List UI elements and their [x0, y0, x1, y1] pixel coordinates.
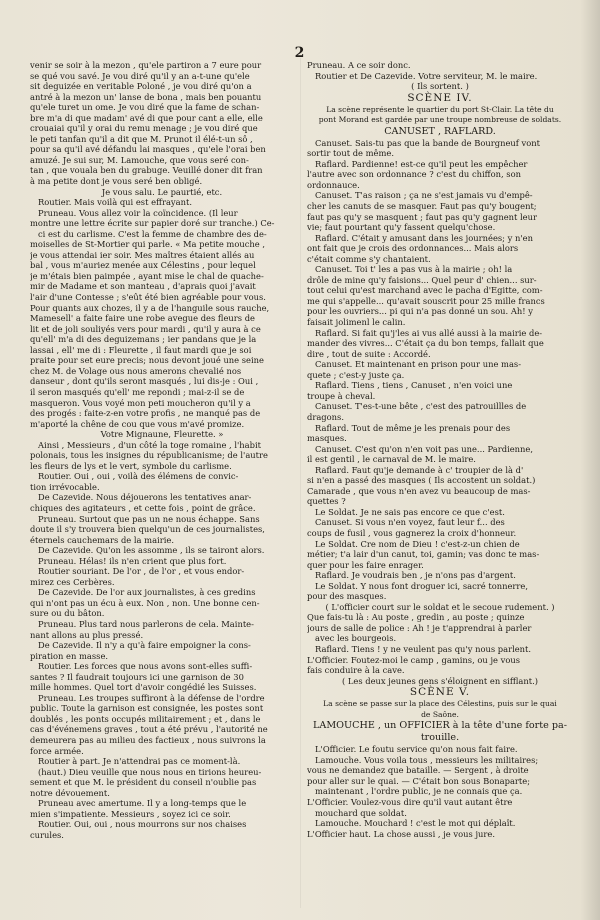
left-column-line: Routier. Oui, oui , nous mourrons sur nos chaises: [38, 819, 247, 830]
right-column-line: mander des vivres... C'était ça du bon temps, fallait que: [307, 338, 544, 349]
right-column-line: coups de fusil , vous gagnerez la croix d'honneur.: [307, 527, 517, 538]
left-column-line: tan , que vouala ben du grabuge. Veuillé doner dit fran: [30, 165, 263, 176]
right-column-line: dire , tout de suite : Accordé.: [307, 348, 431, 359]
left-column-line: santes ? Il faudrait toujours ici une garnison de 30: [30, 671, 244, 682]
left-column-line: De Cazevide. De l'or aux journalistes, à ces gredins: [38, 587, 256, 598]
right-column-line: Raflard. Faut qu'je demande à c' troupier de là d': [315, 464, 524, 475]
right-column: [307, 60, 573, 915]
right-column-line: faisait jolimenl le calin.: [307, 317, 406, 328]
right-column-line: si n'en a passé des masques ( Ils accostent un soldat.): [307, 475, 536, 486]
right-column-line: pour des masques.: [307, 591, 387, 602]
right-column-line: ( L'officier court sur le soldat et le secoue rudement. ): [325, 601, 555, 612]
right-column-line: Canuset. T'as raison ; ça ne s'est jamais vu d'empê-: [315, 190, 533, 201]
right-column-line: cher les canuts de se masquer. Faut pas qu'y bougent;: [307, 201, 537, 212]
left-column-line: lassai , ell' me di : Fleurette , il faut mardi que je soi: [30, 344, 252, 355]
left-column-line: Routier. Oui , oui , voilà des élémens de convic-: [38, 471, 239, 482]
left-column-line: qui n'ont pas un écu à eux. Non , non. Une bonne cen-: [30, 597, 260, 608]
right-column-line: vous ne demandez que bataille. — Sergent , à droite: [307, 765, 529, 776]
right-column-line: Pruneau. A ce soir donc.: [307, 60, 411, 70]
left-column-line: Pruneau. Hélas! ils n'en crient que plus fort.: [38, 555, 227, 566]
left-column-line: curules.: [30, 829, 64, 840]
right-column-line: La scène représente le quartier du port St-Clair. La tête du: [326, 104, 554, 114]
right-column-line: Raflard. Si fait qu'j'les ai vus allé aussi à la mairie de-: [315, 327, 543, 338]
left-column-line: De Cazevide. Nous déjouerons les tentatives anar-: [38, 492, 252, 503]
right-column-line: quer pour les faire enrager.: [307, 559, 424, 570]
left-column-line: masqueron. Vous voyé mon peti moucheron qu'il y a: [30, 397, 251, 408]
right-column-line: SCÈNE IV.: [407, 91, 473, 104]
left-column-line: les fleurs de lys et le vert, symbole du carlisme.: [30, 460, 232, 471]
right-column-line: troupe à cheval.: [307, 390, 376, 401]
right-column-line: faut pas qu'y se masquent ; faut pas qu'y gagnent leur: [307, 211, 537, 222]
right-column-line: Le Soldat. Cre nom de Dieu ! c'est-z-un chien de: [315, 538, 520, 549]
left-column-line: sure ou du bâton.: [30, 608, 105, 619]
right-column-line: maintenant , l'ordre public, je ne connais que ça.: [315, 786, 523, 797]
left-column-line: je vous attendai ier soir. Mes maîtres étaient allés au: [30, 249, 255, 260]
left-column-line: tion irrévocable.: [30, 481, 100, 492]
left-column-line: Routier souriant. De l'or , de l'or , et vous endor-: [38, 566, 245, 577]
left-column-line: mir de Madame et son manteau , d'aprais quoi j'avait: [30, 281, 256, 292]
left-column-line: à ma petite dont je vous seré ben obligé.: [30, 176, 203, 187]
left-column-line: éternels cauchemars de la mairie.: [30, 534, 174, 545]
left-column-line: pour sa qu'il avé défandu lai masques , qu'ele l'orai ben: [30, 144, 266, 155]
left-column-line: le peti tanfan qu'il a dit que M. Prunot il élé-t-un sô ,: [30, 133, 253, 144]
left-column-line: cas d'événemens graves , tout a été prévu , l'autorité ne: [30, 724, 268, 735]
left-column-line: mien s'impatiente. Messieurs , soyez ici ce soir.: [30, 808, 231, 819]
left-column-line: antré à la mezon un' lanse de bona , mais ben pouantu: [30, 91, 262, 102]
right-column-line: Raflard. C'était y amusant dans les journées; y n'en: [315, 232, 533, 243]
right-column-line: pour aller sur le quai. — C'était bon sous Bonaparte;: [307, 775, 531, 786]
page-edge-shadow: [580, 0, 600, 920]
left-column-line: Je vous salu. Le paurtié, etc.: [101, 186, 223, 197]
right-column-line: Canuset. Sais-tu pas que la bande de Bourgneuf vont: [315, 137, 540, 148]
right-column-line: Canuset. C'est qu'on n'en voit pas une... Pardienne,: [315, 443, 534, 454]
right-column-line: c'était comme s'y chantaient.: [307, 253, 431, 264]
left-column-line: amuzé. Je sui sur, M. Lamouche, que vous seré con-: [30, 154, 249, 165]
right-column-line: L'Officier. Foutez-moi le camp , gamins, ou je vous: [307, 654, 521, 665]
left-column-line: sit deguizée en veritable Poloné , je vou diré qu'on a: [30, 81, 252, 92]
right-column-line: me qui s'appelle... qu'avait souscrit pour 25 mille francs: [307, 295, 545, 306]
right-column-line: ont fait que je crois des ordonnances... Mais alors: [307, 243, 519, 254]
left-column-line: Pruneau. Les troupes suffiront à la défense de l'ordre: [38, 692, 265, 703]
right-column-line: Canuset. Et maintenant en prison pour une mas-: [315, 359, 522, 370]
right-column-line: Canuset. Si vous n'en voyez, faut leur f... des: [315, 517, 505, 528]
right-column-line: LAMOUCHE , un OFFICIER à la tête d'une forte pa-: [313, 720, 567, 732]
right-column-line: ( Les deux jeunes gens s'éloignent en sifflant.): [341, 675, 539, 686]
left-column-line: montre une lettre écrite sur papier doré sur tranche.) Ce-: [30, 218, 275, 229]
right-column-line: Canuset. Toi t' les a pas vus à la mairie ; oh! la: [315, 264, 513, 275]
left-column-line: bal , vous m'auriez menée aux Célestins , pour lequel: [30, 260, 256, 271]
right-column-line: pont Morand est gardée par une troupe nombreuse de soldats.: [318, 115, 562, 125]
right-column-line: jours de salle de police : Ah ! je t'apprendrai à parler: [307, 622, 532, 633]
left-column-line: polonais, tous les insignes du républicanisme; de l'autre: [30, 450, 268, 461]
left-column-line: je m'étais bien paimpée , ayant mise le chal de quache-: [30, 270, 264, 281]
left-column-line: nant allons au plus pressé.: [30, 629, 144, 640]
right-column-line: quete ; c'est-y juste ça.: [307, 369, 405, 380]
left-column-line: danseur , dont qu'ils seront masqués , lui dis-je : Oui ,: [30, 376, 259, 387]
left-column: [30, 60, 294, 915]
left-column-line: praite pour set eure precis; nous devont joué une seine: [30, 355, 264, 366]
left-column-line: notre dévouement.: [30, 787, 110, 798]
right-column-line: mouchard que soldat.: [315, 807, 407, 818]
right-column-line: SCÈNE V.: [409, 686, 471, 699]
right-column-line: masques.: [307, 433, 347, 444]
left-column-line: Routier. Mais voilà qui est effrayant.: [38, 197, 192, 208]
left-column-line: doute il s'y trouvera bien quelqu'un de ces journalistes,: [30, 524, 265, 535]
left-column-line: qu'ele turet un ome. Je vou diré que la fame de schan-: [30, 102, 260, 113]
right-column-line: L'Officier haut. La chose aussi , je vous jure.: [307, 828, 495, 839]
left-column-line: des progés : faite-z-en votre profis , ne manqué pas de: [30, 408, 261, 419]
right-column-line: avec les bourgeois.: [315, 633, 397, 644]
left-column-line: piration en masse.: [30, 650, 109, 661]
right-column-line: Lamouche. Mouchard ! c'est le mot qui déplaît.: [315, 818, 516, 829]
right-column-line: Raflard. Pardienne! est-ce qu'il peut les empêcher: [315, 158, 528, 169]
left-column-line: mirez ces Cerbères.: [30, 576, 115, 587]
right-column-line: dragons.: [307, 411, 344, 422]
left-column-line: Votre Mignaune, Fleurette. »: [100, 429, 224, 440]
left-column-line: De Cazevide. Il n'y a qu'à faire empoigner la cons-: [38, 640, 251, 651]
right-column-line: pour les ouvriers... pi qui n'a pas donné un sou. Ah! y: [307, 306, 533, 317]
right-column-line: Raflard. Je voudrais ben , je n'ons pas d'argent.: [315, 570, 516, 581]
right-column-line: métier; t'a lair d'un canut, toi, gamin; vas donc te mas-: [307, 549, 540, 560]
left-column-line: De Cazevide. Qu'on les assomme , ils se tairont alors.: [38, 545, 265, 556]
left-column-line: Ainsi , Messieurs , d'un côté la toge romaine , l'habit: [38, 439, 262, 450]
right-column-line: il est gentil , le carnaval de M. le maire.: [307, 454, 476, 465]
left-column-line: qu'ell' m'a di des deguizemans ; ier pandans que je la: [30, 334, 257, 345]
right-column-line: Lamouche. Vous voila tous , messieurs les militaires;: [315, 754, 539, 765]
left-column-line: Pruneau avec amertume. Il y a long-temps que le: [38, 798, 247, 809]
left-column-line: Pruneau. Surtout que pas un ne nous échappe. Sans: [38, 513, 260, 524]
left-column-line: m'aporté la chêne de cou que vous m'avé promize.: [30, 418, 245, 429]
left-column-line: Pour quants aux chozes, il y a de l'hanguile sous rauche,: [30, 302, 270, 313]
left-column-line: Mamesell' a faite faire une robe avegue des fleurs de: [30, 313, 255, 324]
right-column-line: ( Ils sortent. ): [411, 81, 469, 92]
left-column-line: demeurera pas au milieu des factieux , nous suivrons la: [30, 735, 266, 745]
right-column-line: Raflard. Tiens ! y ne veulent pas qu'y nous parlent.: [315, 643, 532, 654]
right-column-line: vie; faut pourtant qu'y fassent quelqu'chose.: [307, 222, 496, 233]
right-column-line: L'Officier. Le foutu service qu'on nous fait faire.: [315, 744, 518, 755]
column-gutter: [300, 58, 301, 908]
left-column-line: Routier. Les forces que nous avons sont-elles suffi-: [38, 661, 253, 672]
right-column-line: La scène se passe sur la place des Célestins, puis sur le quai: [323, 699, 557, 709]
left-column-line: ci est du carlisme. C'est la femme de chambre des de-: [38, 228, 267, 239]
left-column-line: sement et que M. le président du conseil n'oublie pas: [30, 777, 257, 788]
left-column-line: Pruneau. Vous allez voir la coïncidence. (Il leur: [38, 207, 238, 218]
left-column-line: l'air d'une Contesse ; s'eût été bien agréable pour vous.: [30, 292, 266, 303]
right-column-line: drôle de mine qu'y faisions... Quel peur d' chien... sur-: [307, 274, 537, 285]
left-column-line: il seron masqués qu'ell' me repondi ; mai-z-il se de: [30, 386, 245, 397]
left-column-line: bre m'a di que madam' avé di que pour cant a elle, elle: [30, 112, 263, 123]
right-column-line: tout celui qu'est marchand avec le pacha d'Egitte, com-: [307, 285, 543, 296]
right-column-line: Routier et De Cazevide. Votre serviteur, M. le maire.: [315, 70, 538, 81]
right-column-line: fais conduire à la cave.: [307, 665, 405, 676]
right-column-line: de Saône.: [421, 709, 459, 719]
page-number: 2: [294, 45, 306, 61]
right-column-line: Raflard. Tiens , tiens , Canuset , n'en voici une: [315, 380, 513, 391]
right-column-line: Camarade , que vous n'en avez vu beaucoup de mas-: [307, 485, 531, 496]
right-column-line: ordonnauce.: [307, 179, 360, 190]
right-column-line: Le Soldat. Y nous font droguer ici, sacré tonnerre,: [315, 580, 528, 591]
left-column-line: mille hommes. Quel tort d'avoir congédié les Suisses.: [30, 682, 257, 693]
left-column-line: moiselles de St-Mortier qui parle. « Ma petite mouche ,: [30, 239, 266, 250]
right-column-line: L'Officier. Voulez-vous dire qu'il vaut autant être: [307, 797, 513, 807]
left-column-line: (haut.) Dieu veuille que nous nous en tirions heureu-: [38, 766, 262, 777]
left-column-line: Routier à part. Je n'attendrai pas ce moment-là.: [38, 756, 241, 767]
left-column-line: Pruneau. Plus tard nous parlerons de cela. Mainte-: [38, 618, 254, 629]
left-column-line: force armée.: [30, 745, 84, 756]
right-column-line: Le Soldat. Je ne sais pas encore ce que c'est.: [315, 506, 505, 517]
right-column-line: Que fais-tu là : Au poste , gredin , au poste ; quinze: [307, 612, 525, 623]
right-column-line: Canuset. T'es-t-une bête , c'est des patrouillles de: [315, 401, 527, 412]
left-column-line: venir se soir à la mezon , qu'ele partiron a 7 eure pour: [30, 60, 262, 70]
left-column-line: chiques des agitateurs , et cette fois , point de grâce.: [30, 502, 256, 513]
right-column-line: quettes ?: [307, 496, 346, 507]
left-column-line: se qué vou savé. Je vou diré qu'il y an a-t-une qu'ele: [30, 70, 250, 81]
right-column-line: CANUSET , RAFLARD.: [384, 125, 496, 137]
right-column-line: Raflard. Tout de même je les prenais pour des: [315, 422, 511, 433]
left-column-line: public. Toute la garnison est consignée, les postes sont: [30, 703, 264, 714]
right-column-line: trouille.: [420, 732, 460, 744]
left-column-line: doublés , les ponts occupés militairement ; et , dans le: [30, 713, 261, 724]
right-column-line: sortir tout de même.: [307, 148, 394, 159]
left-column-line: chez M. de Volage ous nous amerons chevalié nos: [30, 365, 242, 376]
left-column-line: lit et de joli souliyés vers pour mardi , qu'il y aura à ce: [30, 323, 261, 334]
right-column-line: l'autre avec son ordonnance ? c'est du chiffon, son: [307, 169, 521, 180]
left-column-line: crouaiai qu'il y orai du remu menage ; je vou diré que: [30, 123, 258, 134]
